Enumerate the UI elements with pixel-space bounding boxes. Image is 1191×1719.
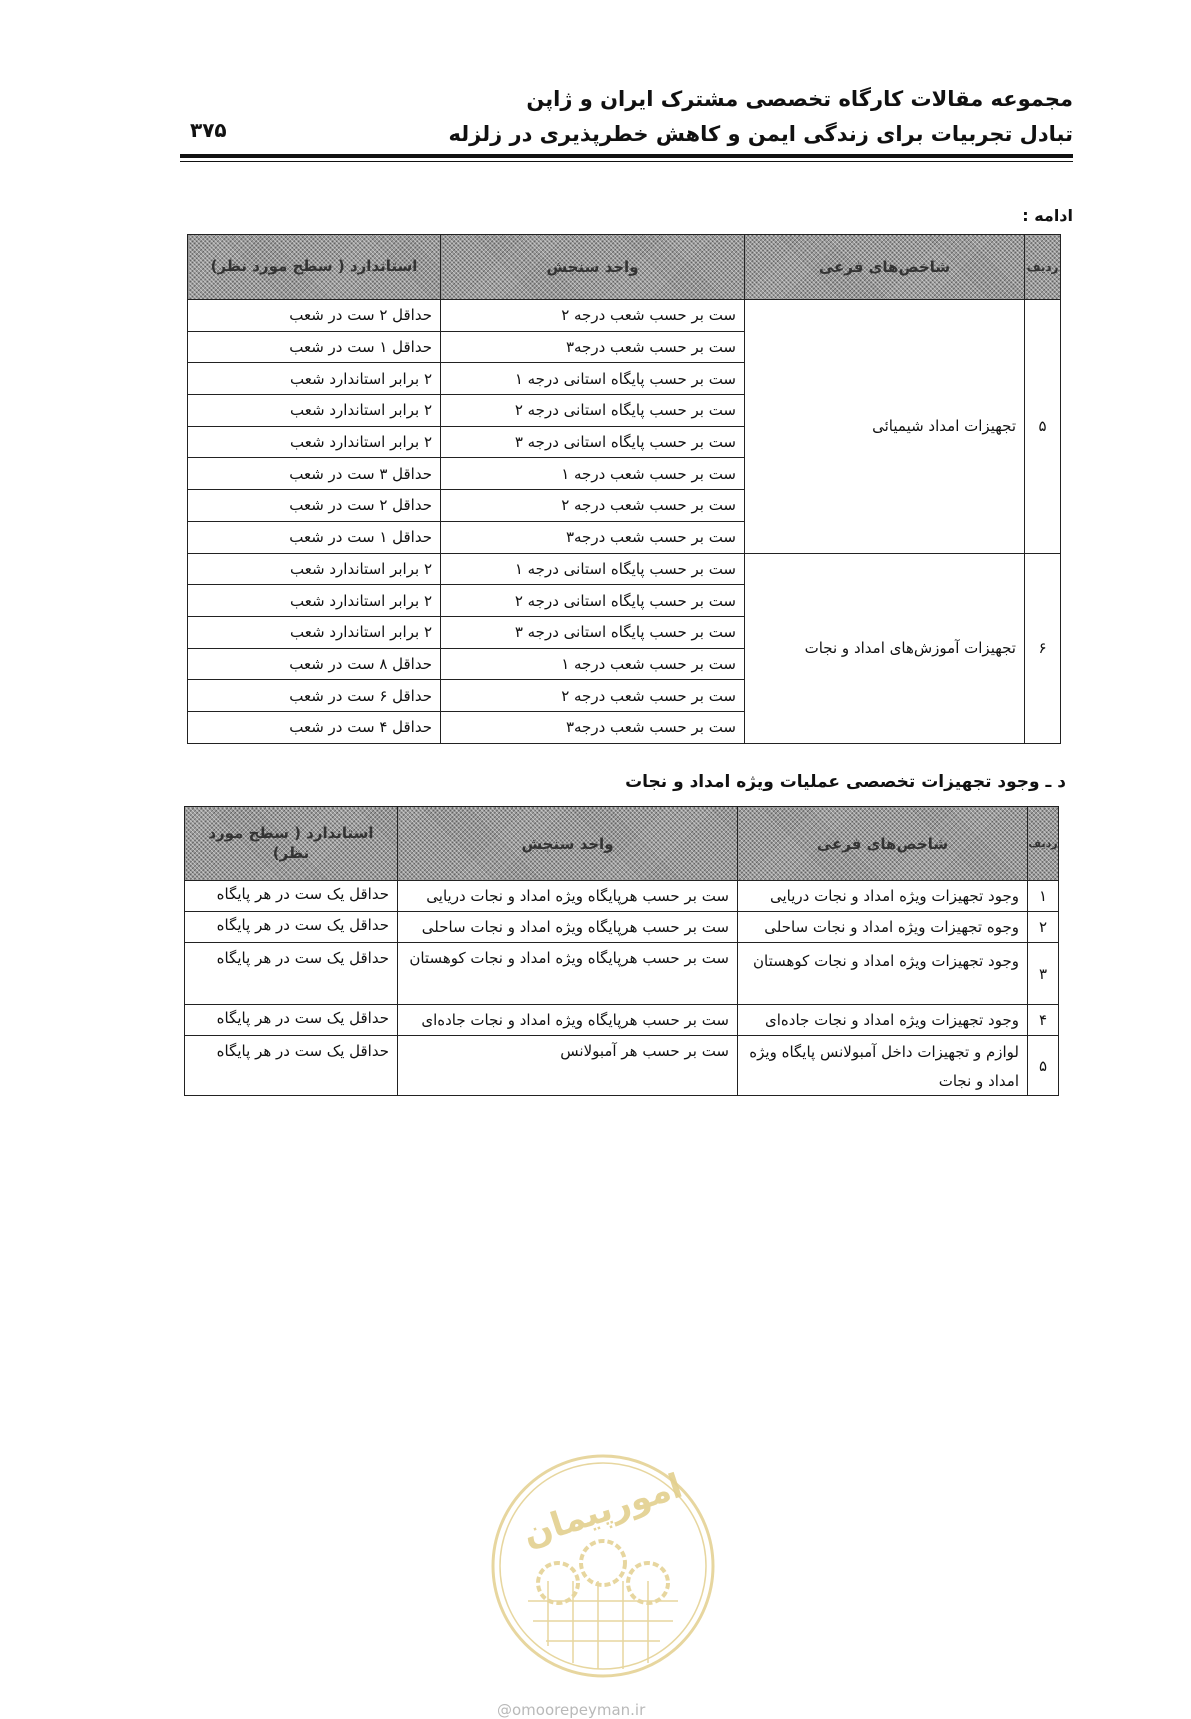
standard-cell: ۲ برابر استاندارد شعب <box>188 553 441 585</box>
row-number: ۵ <box>1028 1036 1059 1096</box>
col-header-standard: استاندارد ( سطح مورد نظر) <box>188 235 441 300</box>
unit-cell: ست بر حسب هر آمبولانس <box>398 1036 738 1096</box>
col-header-sub: شاخص‌های فرعی <box>745 235 1025 300</box>
table-row <box>185 1036 1059 1096</box>
table-row <box>185 1005 1059 1036</box>
watermark-url: @omoorepeyman.ir <box>497 1701 646 1719</box>
unit-cell: ست بر حسب شعب درجه ۲ <box>441 300 745 332</box>
unit-cell: ست بر حسب پایگاه استانی درجه ۱ <box>441 553 745 585</box>
header-rule-thick <box>180 154 1073 158</box>
section-d-title: د ـ وجود تجهیزات تخصصی عملیات ویژه امداد و نجات <box>625 772 1066 792</box>
unit-cell: ست بر حسب شعب درجه ۱ <box>441 648 745 680</box>
sub-indicator: وجوه تجهیزات ویژه امداد و نجات ساحلی <box>738 912 1028 943</box>
standard-cell: حداقل یک ست در هر پایگاه <box>185 1005 398 1036</box>
unit-cell: ست بر حسب شعب درجه ۲ <box>441 680 745 712</box>
col-header-standard: استاندارد ( سطح مورد نظر) <box>185 807 398 881</box>
sub-indicator: لوازم و تجهیزات داخل آمبولانس پایگاه ویژه امداد و نجات <box>738 1036 1028 1096</box>
standard-cell: حداقل ۸ ست در شعب <box>188 648 441 680</box>
unit-cell: ست بر حسب پایگاه استانی درجه ۲ <box>441 585 745 617</box>
unit-cell: ست بر حسب هرپایگاه ویژه امداد و نجات کوهستان <box>398 943 738 1005</box>
unit-cell: ست بر حسب شعب درجه ۱ <box>441 458 745 490</box>
sub-indicator: وجود تجهیزات ویژه امداد و نجات جاده‌ای <box>738 1005 1028 1036</box>
watermark-logo <box>488 1451 718 1681</box>
unit-cell: ست بر حسب پایگاه استانی درجه ۳ <box>441 426 745 458</box>
unit-cell: ست بر حسب پایگاه استانی درجه ۲ <box>441 395 745 427</box>
book-title-line-2: تبادل تجربیات برای زندگی ایمن و کاهش خطرپذیری در زلزله <box>448 122 1073 146</box>
standard-cell: حداقل ۱ ست در شعب <box>188 331 441 363</box>
col-header-num: ردیف <box>1028 807 1059 881</box>
unit-cell: ست بر حسب هرپایگاه ویژه امداد و نجات دریایی <box>398 881 738 912</box>
special-ops-equipment-table <box>184 806 1059 1096</box>
book-title-line-1: مجموعه مقالات کارگاه تخصصی مشترک ایران و ژاپن <box>526 87 1073 111</box>
standard-cell: حداقل یک ست در هر پایگاه <box>185 912 398 943</box>
col-header-unit: واحد سنجش <box>398 807 738 881</box>
table-row <box>185 881 1059 912</box>
standard-cell: ۲ برابر استاندارد شعب <box>188 585 441 617</box>
standard-cell: حداقل یک ست در هر پایگاه <box>185 1036 398 1096</box>
row-number: ۶ <box>1025 553 1061 743</box>
table-row <box>185 912 1059 943</box>
unit-cell: ست بر حسب پایگاه استانی درجه ۳ <box>441 616 745 648</box>
table-header-row <box>188 235 1061 300</box>
equipment-table-continued <box>187 234 1061 744</box>
row-number: ۲ <box>1028 912 1059 943</box>
standard-cell: ۲ برابر استاندارد شعب <box>188 616 441 648</box>
table-row <box>188 553 1061 585</box>
unit-cell: ست بر حسب شعب درجه ۲ <box>441 490 745 522</box>
standard-cell: حداقل ۶ ست در شعب <box>188 680 441 712</box>
sub-indicator: وجود تجهیزات ویژه امداد و نجات کوهستان <box>738 943 1028 1005</box>
continuation-label: ادامه : <box>1022 206 1073 225</box>
col-header-num: ردیف <box>1025 235 1061 300</box>
unit-cell: ست بر حسب پایگاه استانی درجه ۱ <box>441 363 745 395</box>
standard-cell: حداقل ۴ ست در شعب <box>188 711 441 743</box>
unit-cell: ست بر حسب هرپایگاه ویژه امداد و نجات جاده‌ای <box>398 1005 738 1036</box>
unit-cell: ست بر حسب شعب درجه۳ <box>441 331 745 363</box>
row-number: ۴ <box>1028 1005 1059 1036</box>
unit-cell: ست بر حسب شعب درجه۳ <box>441 711 745 743</box>
row-number: ۱ <box>1028 881 1059 912</box>
standard-cell: حداقل ۳ ست در شعب <box>188 458 441 490</box>
table-header-row <box>185 807 1059 881</box>
sub-indicator: وجود تجهیزات ویژه امداد و نجات دریایی <box>738 881 1028 912</box>
header-rule-thin <box>180 161 1073 162</box>
standard-cell: ۲ برابر استاندارد شعب <box>188 426 441 458</box>
standard-cell: ۲ برابر استاندارد شعب <box>188 363 441 395</box>
standard-cell: حداقل یک ست در هر پایگاه <box>185 881 398 912</box>
standard-cell: ۲ برابر استاندارد شعب <box>188 395 441 427</box>
col-header-sub: شاخص‌های فرعی <box>738 807 1028 881</box>
sub-indicator: تجهیزات آموزش‌های امداد و نجات <box>745 553 1025 743</box>
watermark-logo-text: امورپیمان <box>518 1466 688 1556</box>
row-number: ۳ <box>1028 943 1059 1005</box>
row-number: ۵ <box>1025 300 1061 554</box>
page-number: ۳۷۵ <box>190 118 227 142</box>
table-row <box>188 300 1061 332</box>
col-header-unit: واحد سنجش <box>441 235 745 300</box>
unit-cell: ست بر حسب هرپایگاه ویژه امداد و نجات ساحلی <box>398 912 738 943</box>
standard-cell: حداقل ۲ ست در شعب <box>188 300 441 332</box>
table-row <box>185 943 1059 1005</box>
standard-cell: حداقل ۱ ست در شعب <box>188 521 441 553</box>
sub-indicator: تجهیزات امداد شیمیائی <box>745 300 1025 554</box>
unit-cell: ست بر حسب شعب درجه۳ <box>441 521 745 553</box>
standard-cell: حداقل یک ست در هر پایگاه <box>185 943 398 1005</box>
standard-cell: حداقل ۲ ست در شعب <box>188 490 441 522</box>
